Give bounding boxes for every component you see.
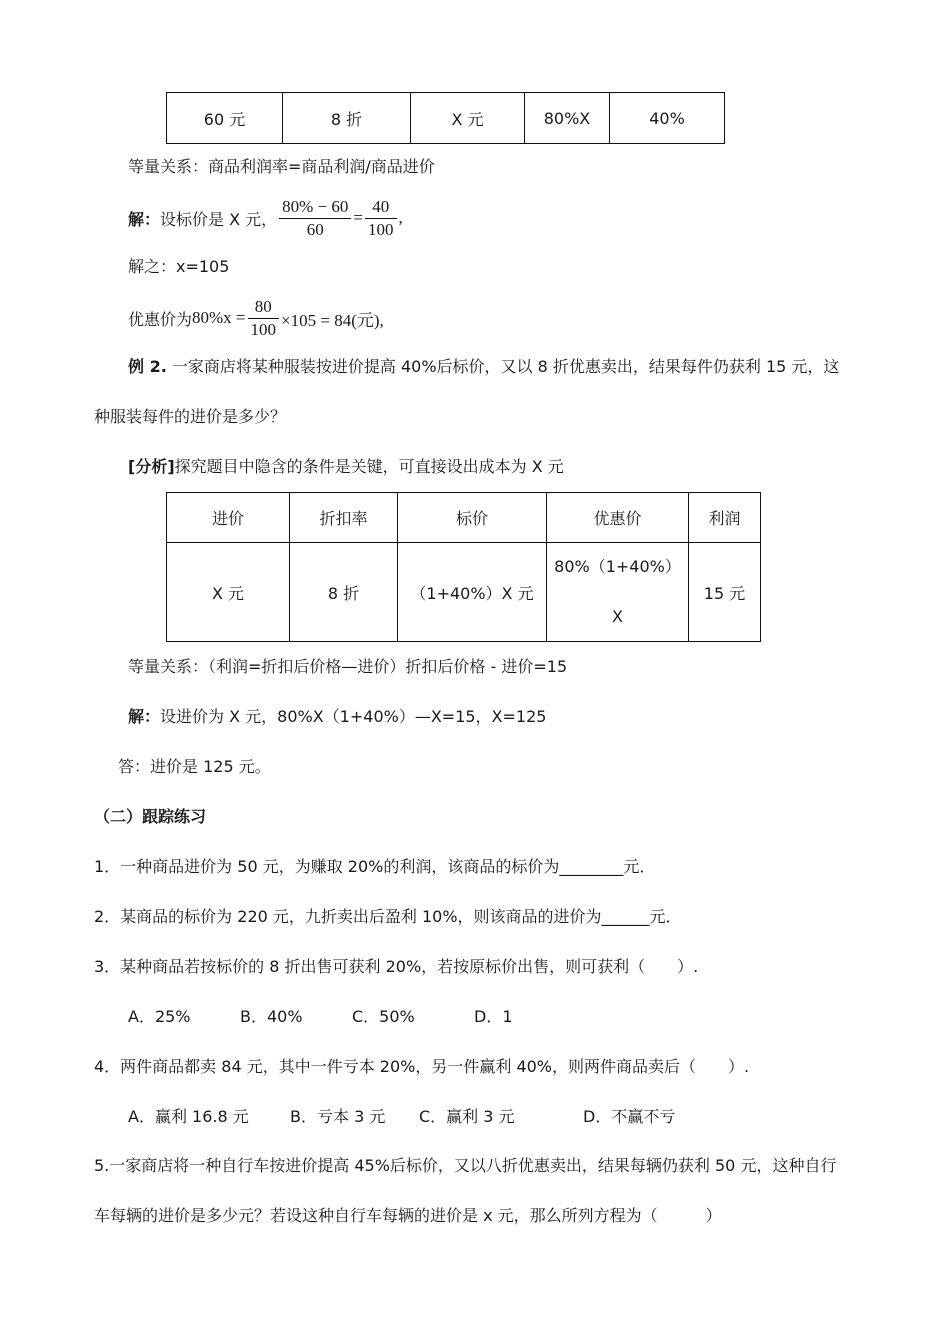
example-label: 例 2. bbox=[128, 357, 167, 376]
section-heading: （二）跟踪练习 bbox=[94, 807, 207, 826]
ex1-relation: 等量关系：商品利润率=商品利润/商品进价 bbox=[128, 157, 435, 176]
analysis bbox=[128, 456, 564, 478]
question-3: 3．某种商品若按标价的 8 折出售可获利 20%，若按原标价出售，则可获利（ ）. bbox=[94, 957, 699, 976]
solution-label: 解： bbox=[128, 707, 161, 726]
fraction-numerator: 80 bbox=[248, 296, 280, 319]
q3-option-b: B．40% bbox=[240, 1007, 303, 1026]
price-table-2 bbox=[166, 492, 761, 642]
ex1-solution bbox=[128, 194, 403, 242]
analysis-label: [分析] bbox=[128, 457, 175, 476]
discount-label: 优惠价为 bbox=[128, 309, 193, 329]
table-header-row bbox=[167, 493, 761, 543]
fraction-denominator: 100 bbox=[368, 219, 394, 239]
q3-option-d: D．1 bbox=[474, 1007, 513, 1026]
question-1: 1．一种商品进价为 50 元，为赚取 20%的利润，该商品的标价为________元． bbox=[94, 857, 656, 876]
table-row bbox=[167, 93, 725, 144]
table-cell: 8 折 bbox=[290, 543, 398, 642]
fraction bbox=[279, 196, 351, 241]
fraction-numerator: 40 bbox=[365, 196, 397, 219]
equals-sign: = bbox=[353, 208, 363, 227]
fraction bbox=[365, 196, 397, 241]
table-cell: （1+40%）X 元 bbox=[398, 543, 547, 642]
fraction-denominator: 100 bbox=[250, 319, 277, 339]
table-header-cell: 进价 bbox=[167, 493, 290, 543]
table-cell: 8 折 bbox=[283, 93, 411, 144]
table-cell: 15 元 bbox=[689, 543, 761, 642]
comma: , bbox=[398, 208, 403, 227]
solution-text: 设进价为 X 元，80%X（1+40%）—X=15，X=125 bbox=[160, 707, 547, 726]
table-header-cell: 利润 bbox=[689, 493, 761, 543]
solution-text: 设标价是 X 元， bbox=[160, 209, 278, 229]
fraction-denominator: 60 bbox=[306, 219, 324, 239]
cell-line: X bbox=[612, 607, 623, 626]
ex2-answer: 答：进价是 125 元。 bbox=[118, 757, 271, 776]
fraction-numerator: 80% − 60 bbox=[279, 196, 351, 219]
table-cell: 60 元 bbox=[167, 93, 283, 144]
price-table-1 bbox=[166, 92, 725, 144]
ex2-solution bbox=[128, 706, 546, 728]
table-header-cell: 优惠价 bbox=[547, 493, 689, 543]
table-header-cell: 折扣率 bbox=[290, 493, 398, 543]
question-5-line1: 5.一家商店将一种自行车按进价提高 45%后标价，又以八折优惠卖出，结果每辆仍获利 50 元，这种自行 bbox=[94, 1156, 837, 1175]
example-text: 一家商店将某种服装按进价提高 40%后标价，又以 8 折优惠卖出，结果每件仍获利 15 元，这 bbox=[166, 357, 840, 376]
table-cell: 40% bbox=[610, 93, 725, 144]
question-2: 2．某商品的标价为 220 元，九折卖出后盈利 10%，则该商品的进价为______元． bbox=[94, 907, 682, 926]
ex2-relation: 等量关系：（利润=折扣后价格—进价）折扣后价格 - 进价=15 bbox=[128, 657, 568, 676]
q3-option-a: A．25% bbox=[128, 1007, 191, 1026]
analysis-text: 探究题目中隐含的条件是关键，可直接设出成本为 X 元 bbox=[174, 457, 564, 476]
q4-option-c: C．赢利 3 元 bbox=[419, 1107, 515, 1126]
discount-lhs: 80%x = bbox=[192, 308, 246, 327]
q4-option-b: B．亏本 3 元 bbox=[290, 1107, 386, 1126]
ex1-discount bbox=[128, 294, 384, 342]
q3-option-c: C．50% bbox=[352, 1007, 415, 1026]
table-cell: X 元 bbox=[167, 543, 290, 642]
table-row bbox=[167, 543, 761, 642]
fraction bbox=[248, 296, 280, 341]
solution-label: 解： bbox=[128, 209, 161, 229]
cell-line: 80%（1+40%） bbox=[554, 557, 681, 576]
discount-rhs: ×105 = 84(元), bbox=[281, 310, 384, 330]
q4-option-d: D．不赢不亏 bbox=[583, 1107, 676, 1126]
q4-option-a: A．赢利 16.8 元 bbox=[128, 1107, 249, 1126]
table-cell: X 元 bbox=[411, 93, 525, 144]
question-5-line2: 车每辆的进价是多少元？若设这种自行车每辆的进价是 x 元，那么所列方程为（ ） bbox=[94, 1206, 722, 1225]
example-2-line1 bbox=[128, 356, 839, 378]
ex1-solve: 解之：x=105 bbox=[128, 257, 230, 276]
table-header-cell: 标价 bbox=[398, 493, 547, 543]
question-4: 4．两件商品都卖 84 元，其中一件亏本 20%，另一件赢利 40%，则两件商品卖后（ ）. bbox=[94, 1057, 750, 1076]
table-cell bbox=[547, 543, 689, 642]
example-2-line2: 种服装每件的进价是多少？ bbox=[94, 407, 287, 426]
table-cell: 80%X bbox=[525, 93, 610, 144]
